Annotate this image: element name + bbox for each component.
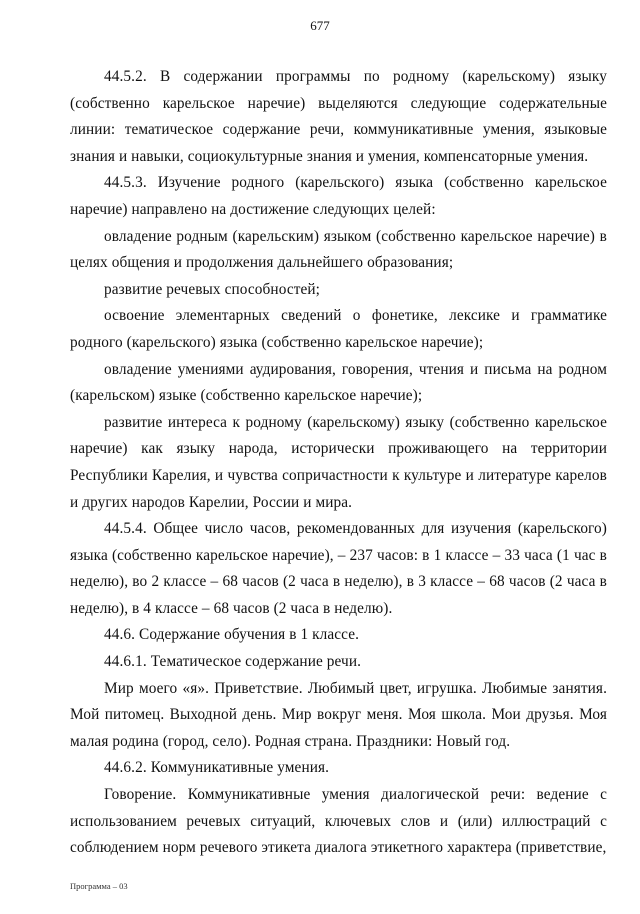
section-heading-44-6-2: 44.6.2. Коммуникативные умения. [104, 759, 330, 777]
goal-item: освоение элементарных сведений о фонетике, лексике и грамматике родного (карельского) языка (собственно карельское наречие); [70, 307, 607, 351]
document-body [70, 64, 607, 862]
goal-item: развитие интереса к родному (карельскому) языку (собственно карельское наречие) как языку народа, исторически проживающего на территории Республики Карелия, и чувства сопричастности к культуре и литературе карелов и других народов Карелии, России и мира. [70, 413, 607, 511]
page-number: 677 [310, 18, 330, 33]
section-heading-44-6-1: 44.6.1. Тематическое содержание речи. [104, 653, 362, 671]
paragraph-44-5-4: 44.5.4. Общее число часов, рекомендованных для изучения (карельского) языка (собственно карельское наречие), – 237 часов: в 1 классе – 33 часа (1 час в неделю), во 2 классе – 68 часов (2 часа в неделю), в 3 классе – 68 часов (2 часа в неделю), в 4 классе – 68 часов (2 часа в неделю). [70, 520, 607, 617]
goal-item: овладение родным (карельским) языком (собственно карельское наречие) в целях общения и продолжения дальнейшего образования; [70, 227, 607, 272]
paragraph-44-5-2: 44.5.2. В содержании программы по родному (карельскому) языку (собственно карельское наречие) выделяются следующие содержательные линии: тематическое содержание речи, коммуникативные умения, языковые знания и навыки, социокультурные знания и умения, компенсаторные умения. [70, 68, 607, 165]
paragraph-44-5-3: 44.5.3. Изучение родного (карельского) языка (собственно карельское наречие) направлено на достижение следующих целей: [70, 174, 607, 218]
goal-item: овладение умениями аудирования, говорения, чтения и письма на родном (карельском) языке (собственно карельское наречие); [70, 360, 607, 405]
footer-label: Программа – 03 [70, 881, 128, 891]
thematic-content-paragraph: Мир моего «я». Приветствие. Любимый цвет, игрушка. Любимые занятия. Мой питомец. Выходной день. Мир вокруг меня. Моя школа. Мои друзья. Моя малая родина (город, село). Родная страна. Праздники: Новый год. [70, 679, 607, 750]
goal-item: развитие речевых способностей; [104, 280, 321, 298]
speaking-paragraph: Говорение. Коммуникативные умения диалогической речи: ведение с использованием речевых ситуаций, ключевых слов и (или) иллюстраций с соблюдением норм речевого этикета диалога этикетного характера (приветствие, [70, 786, 607, 857]
section-heading-44-6: 44.6. Содержание обучения в 1 классе. [104, 626, 360, 644]
